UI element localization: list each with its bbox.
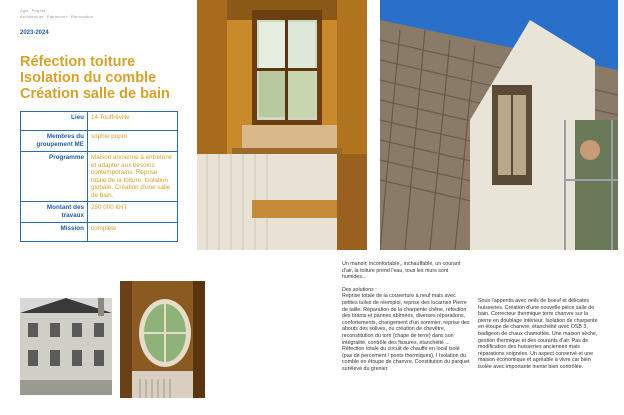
project-year: 2023-2024	[20, 30, 49, 36]
house-exterior-image	[20, 298, 112, 395]
info-value: complète	[88, 223, 178, 242]
breadcrumb-item[interactable]: Architecture	[20, 14, 44, 19]
info-label: Mission	[21, 223, 88, 242]
breadcrumb-item[interactable]: Patrimoine	[46, 14, 68, 19]
info-label: Lieu	[21, 112, 88, 131]
info-label: Montant des travaux	[21, 202, 88, 223]
page-title	[20, 54, 195, 102]
info-value: 250 000 €HT	[88, 202, 178, 223]
project-info-table	[20, 111, 178, 242]
text-column-left	[342, 261, 470, 379]
info-label: Programme	[21, 152, 88, 202]
photo-house-exterior[interactable]	[20, 298, 112, 395]
title-line: Création salle de bain	[20, 86, 170, 102]
intro-paragraph: Un manoir, inconfortable,, inchauffable, un courant d'air, la toiture prend l'eau, tous les murs sont humides...	[342, 261, 461, 281]
table-row	[21, 112, 178, 131]
right-paragraph: Sous l'appentis avec oeils de boeuf et délicates huisseries. Création d'une nouvelle pièce salle de bain. Correcteur thermique terre chanvre sur la pierre en doublage intérieur. Isolation de charpente en étoupe de chanvre, étanchéité avec OSB 3, badigeon de chaux chamottée. Une maison sèche, gestion thermique et des courants d'air. Pas de modification des huisseries anciennes mais réparations soignées. Un aspect conservé et une maison économique et agréable à vivre car bien isolée avec importante inertie bien contrôlée.	[478, 298, 598, 370]
table-row	[21, 131, 178, 152]
solutions-title: Des solutions :	[342, 286, 377, 293]
breadcrumb-item[interactable]: Agis	[20, 8, 29, 13]
photo-interior-window[interactable]	[197, 0, 367, 250]
breadcrumb-item[interactable]: Rénovation	[70, 14, 94, 19]
title-line: Isolation du comble	[20, 70, 157, 86]
interior-window-image	[197, 0, 367, 250]
solutions-paragraph: Reprise totale de la couverture à neuf mais avec petites tuiles de réemploi, reprise des lucarnes Pierre de taille. Réparation de la charpente chêne, réfection des tirants et pannes abîmées, diverses réparations, confortements, changement d'un sommier, reprise des abouts des solives, ou création de chevêtre, reconstitution du torri (chape de terre) dans son intégralité, contrôle des fissures, étanchéité ... Réfection totale du circuit de chauffe en local isolé (pas de percement / ponts thermiques), I Isolation du comble en étoupe de chanvre, Constitution du parquet surélevé du grenier.	[342, 293, 470, 372]
breadcrumb-item[interactable]: Projets	[31, 8, 46, 13]
oval-window-image	[120, 281, 205, 398]
breadcrumb	[20, 8, 96, 20]
info-value: Maison ancienne à entretenir et adapter aux besoins contemporains. Reprise totale de la toiture, Isolation globale, Création d'une salle de bain.	[88, 152, 178, 202]
table-row	[21, 152, 178, 202]
roof-dormer-image	[380, 0, 618, 250]
info-value: sophie popot	[88, 131, 178, 152]
photo-oval-window[interactable]	[120, 281, 205, 398]
info-label: Membres du groupement ME	[21, 131, 88, 152]
table-row	[21, 223, 178, 242]
table-row	[21, 202, 178, 223]
photo-roof-dormer[interactable]	[380, 0, 618, 250]
info-value: 14 Touffréville	[88, 112, 178, 131]
text-column-right	[478, 298, 600, 377]
title-line: Réfection toiture	[20, 54, 136, 70]
